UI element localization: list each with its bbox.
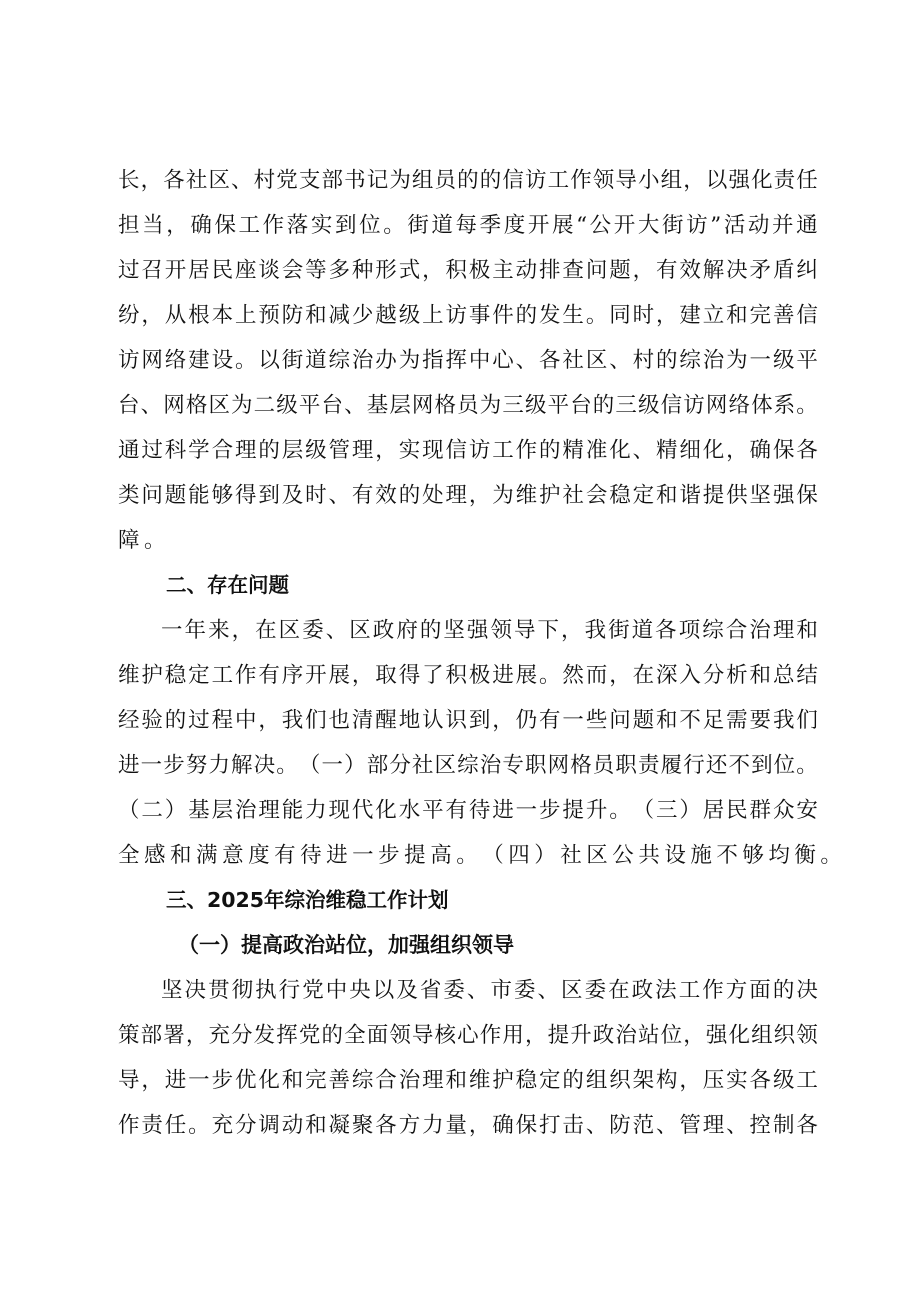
text-line: 策 部 署 ， 充 分 发 挥 党 的 全 面 领 导 核 心 作 用 ， 提 升 政 治 站 位 ， 强 化 组 织 领 [118,1023,818,1048]
section-heading-problems: 二、存在问题 [166,573,289,597]
section-heading-plan: 三、2025年综治维稳工作计划 [166,888,449,912]
paragraph-3 [118,968,818,1148]
paragraph-1 [118,158,818,563]
text-line: （ 二 ） 基 层 治 理 能 力 现 代 化 水 平 有 待 进 一 步 提 升 。 （ 三 ） 居 民 群 众 安 [118,798,818,823]
text-line: 纷 ， 从 根 本 上 预 防 和 减 少 越 级 上 访 事 件 的 发 生 。 同 时 ， 建 立 和 完 善 信 [118,303,818,328]
text-line: 经 验 的 过 程 中 ， 我 们 也 清 醒 地 认 识 到 ， 仍 有 一 些 问 题 和 不 足 需 要 我 们 [118,708,818,733]
paragraph-2 [118,608,842,878]
text-line: 过 召 开 居 民 座 谈 会 等 多 种 形 式 ， 积 极 主 动 排 查 问 题 ， 有 效 解 决 矛 盾 纠 [118,258,818,283]
document-body [118,158,842,1148]
text-line: 导 ， 进 一 步 优 化 和 完 善 综 合 治 理 和 维 护 稳 定 的 组 织 架 构 ， 压 实 各 级 工 [118,1068,818,1093]
text-line: 坚 决 贯 彻 执 行 党 中 央 以 及 省 委 、 市 委 、 区 委 在 政 法 工 作 方 面 的 决 [161,978,818,1003]
subsection-heading-leadership: （一）提高政治站位，加强组织领导 [178,933,514,957]
text-line: 类 问 题 能 够 得 到 及 时 、 有 效 的 处 理 ， 为 维 护 社 会 稳 定 和 谐 提 供 坚 强 保 [118,483,818,508]
text-line: 进 一 步 努 力 解 决 。 （ 一 ） 部 分 社 区 综 治 专 职 网 格 员 职 责 履 行 还 不 到 位 。 [118,753,818,778]
text-line: 通 过 科 学 合 理 的 层 级 管 理 ， 实 现 信 访 工 作 的 精 准 化 、 精 细 化 ， 确 保 各 [118,438,818,463]
text-line: 访 网 络 建 设 。 以 街 道 综 治 办 为 指 挥 中 心 、 各 社 区 、 村 的 综 治 为 一 级 平 [118,348,818,373]
text-line: 作 责 任 。 充 分 调 动 和 凝 聚 各 方 力 量 ， 确 保 打 击 、 防 范 、 管 理 、 控 制 各 [118,1113,818,1138]
text-line: 维 护 稳 定 工 作 有 序 开 展 ， 取 得 了 积 极 进 展 。 然 而 ， 在 深 入 分 析 和 总 结 [118,663,818,688]
text-line: 全 感 和 满 意 度 有 待 进 一 步 提 高 。 （ 四 ） 社 区 公 共 设 施 不 够 均 衡 。 [118,843,842,868]
text-line: 障 。 [118,528,166,553]
text-line: 担 当 ， 确 保 工 作 落 实 到 位 。 街 道 每 季 度 开 展 “ 公 开 大 街 访 ” 活 动 并 通 [118,213,818,238]
text-line: 一 年 来 ， 在 区 委 、 区 政 府 的 坚 强 领 导 下 ， 我 街 道 各 项 综 合 治 理 和 [161,618,818,643]
text-line: 台 、 网 格 区 为 二 级 平 台 、 基 层 网 格 员 为 三 级 平 台 的 三 级 信 访 网 络 体 系 。 [118,393,818,418]
text-line: 长 ， 各 社 区 、 村 党 支 部 书 记 为 组 员 的 的 信 访 工 作 领 导 小 组 ， 以 强 化 责 任 [118,168,818,193]
